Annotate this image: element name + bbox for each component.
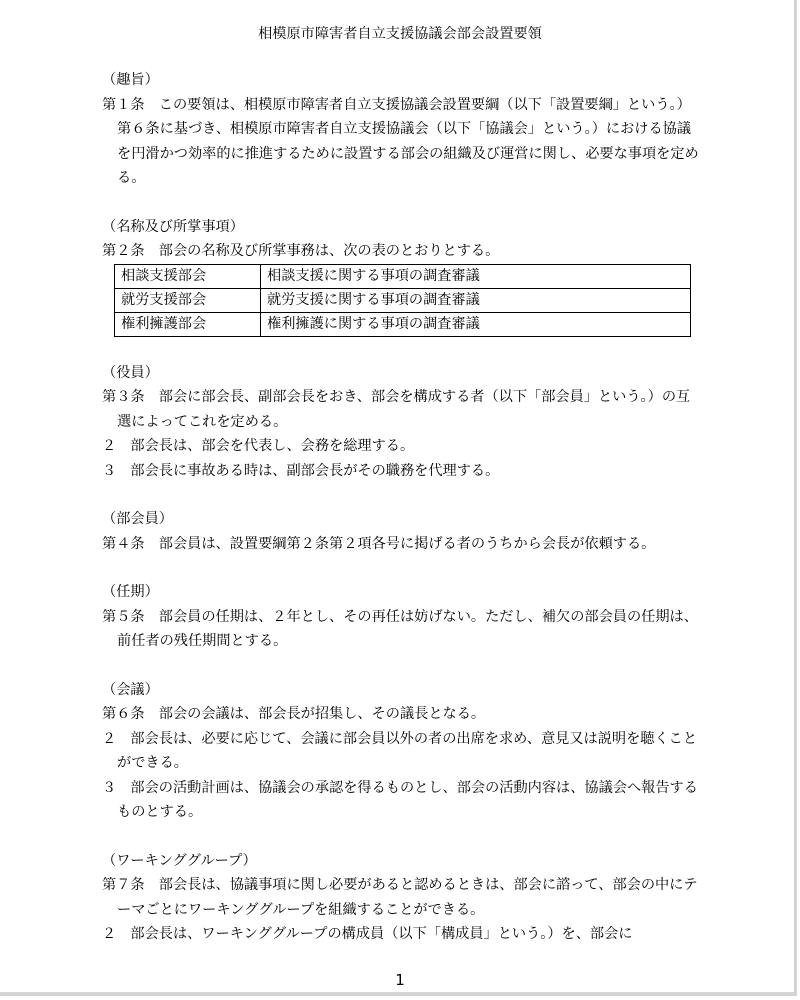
section-heading: （任期） xyxy=(102,584,159,600)
article-subparagraph: ２ 部会長は、ワーキンググループの構成員（以下「構成員」という。）を、部会に xyxy=(102,926,633,942)
section-heading: （会議） xyxy=(102,681,159,698)
article-paragraph: 第２条 部会の名称及び所掌事務は、次の表のとおりとする。 xyxy=(102,243,500,259)
article-paragraph: 第７条 部会長は、協議事項に関し必要があると認めるときは、部会に諮って、部会の中にテーマごとにワーキンググループを組織することができる。 xyxy=(102,877,698,918)
table-cell-name: 相談支援部会 xyxy=(115,264,261,288)
table-cell-name: 権利擁護部会 xyxy=(115,312,261,336)
article-paragraph: 第１条 この要領は、相模原市障害者自立支援協議会設置要綱（以下「設置要綱」という。）第６条に基づき、相模原市障害者自立支援協議会（以下「協議会」という。）における協議を円滑かつ効率的に推進するために設置する部会の組織及び運営に関し、必要な事項を定める。 xyxy=(102,96,699,186)
section-heading: （名称及び所掌事項） xyxy=(102,218,244,235)
section-heading: （役員） xyxy=(102,364,159,381)
table-cell-duty: 就労支援に関する事項の調査審議 xyxy=(261,288,691,312)
section-heading: （ワーキンググループ） xyxy=(102,852,257,869)
table-cell-duty: 相談支援に関する事項の調査審議 xyxy=(261,264,691,288)
table-cell-duty: 権利擁護に関する事項の調査審議 xyxy=(261,312,691,336)
document-title: 相模原市障害者自立支援協議会部会設置要領 xyxy=(258,26,542,42)
document-body xyxy=(102,68,702,947)
table-row xyxy=(115,264,691,288)
article-paragraph: 第４条 部会員は、設置要綱第２条第２項各号に掲げる者のうちから会長が依頼する。 xyxy=(102,535,656,552)
section-heading: （趣旨） xyxy=(102,72,159,88)
table-row xyxy=(115,288,691,312)
article-subparagraph: ３ 部会の活動計画は、協議会の承認を得るものとし、部会の活動内容は、協議会へ報告するものとする。 xyxy=(102,779,698,820)
article-paragraph: 第６条 部会の会議は、部会長が招集し、その議長となる。 xyxy=(102,706,486,722)
article-paragraph: 第３条 部会に部会長、副部会長をおき、部会を構成する者（以下「部会員」という。）の互選によってこれを定める。 xyxy=(102,389,691,430)
table-cell-name: 就労支援部会 xyxy=(115,288,261,312)
table-row xyxy=(115,312,691,336)
article-subparagraph: ２ 部会長は、必要に応じて、会議に部会員以外の者の出席を求め、意見又は説明を聴くことができる。 xyxy=(102,730,698,771)
committee-table xyxy=(114,264,691,337)
page-number: 1 xyxy=(395,971,405,989)
article-subparagraph: ３ 部会長に事故ある時は、副部会長がその職務を代理する。 xyxy=(102,462,500,479)
section-heading: （部会員） xyxy=(102,511,173,527)
article-paragraph: 第５条 部会員の任期は、２年とし、その再任は妨げない。ただし、補欠の部会員の任期は、前任者の残任期間とする。 xyxy=(102,608,698,649)
article-subparagraph: ２ 部会長は、部会を代表し、会務を総理する。 xyxy=(102,438,415,454)
